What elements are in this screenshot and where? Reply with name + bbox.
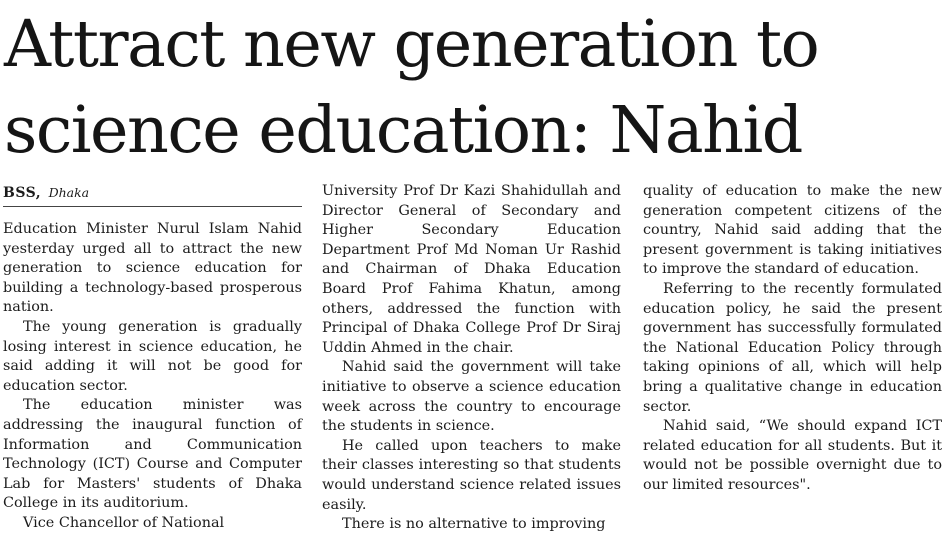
paragraph: There is no alternative to improving: [342, 516, 606, 533]
paragraph: quality of education to make the new generation competent citizens of the country, Nahid said adding that the present government is taking initiatives to improve the standard of education.: [643, 183, 942, 278]
paragraph: University Prof Dr Kazi Shahidullah and Director General of Secondary and Higher Secondary Education Department Prof Md Noman Ur Rashid and Chairman of Dhaka Education Board Prof Fahima Khatun, among others, addressed the function with Principal of Dhaka College Prof Dr Siraj Uddin Ahmed in the chair.: [322, 183, 621, 356]
article-column-2: [322, 182, 621, 535]
headline: [4, 2, 944, 174]
paragraph: The education minister was addressing the inaugural function of Information and Communication Technology (ICT) Course and Computer Lab for Masters' students of Dhaka College in its auditorium.: [3, 397, 302, 512]
byline-city: Dhaka: [48, 185, 90, 200]
paragraph: Education Minister Nurul Islam Nahid yesterday urged all to attract the new generation to science education for building a technology-based prosperous nation.: [3, 221, 302, 316]
byline: [3, 184, 302, 207]
paragraph: The young generation is gradually losing interest in science education, he said adding it will not be good for education sector.: [3, 318, 302, 394]
paragraph: He called upon teachers to make their classes interesting so that students would understand science related issues easily.: [322, 437, 621, 513]
article-column-3: [643, 182, 942, 496]
paragraph: Nahid said, “We should expand ICT related education for all students. But it would not be possible overnight due to our limited resources".: [643, 418, 942, 493]
article-column-1: [3, 184, 302, 534]
headline-line-1: Attract new generation to: [4, 7, 819, 82]
byline-agency: BSS,: [3, 185, 42, 201]
paragraph: Vice Chancellor of National: [23, 514, 225, 531]
paragraph: Referring to the recently formulated education policy, he said the present government has successfully formulated the National Education Policy through taking opinions of all, which will help bring a qualitative change in education sector.: [643, 280, 942, 415]
paragraph: Nahid said the government will take initiative to observe a science education week across the country to encourage the students in science.: [322, 359, 621, 435]
headline-line-2: science education: Nahid: [4, 93, 802, 168]
